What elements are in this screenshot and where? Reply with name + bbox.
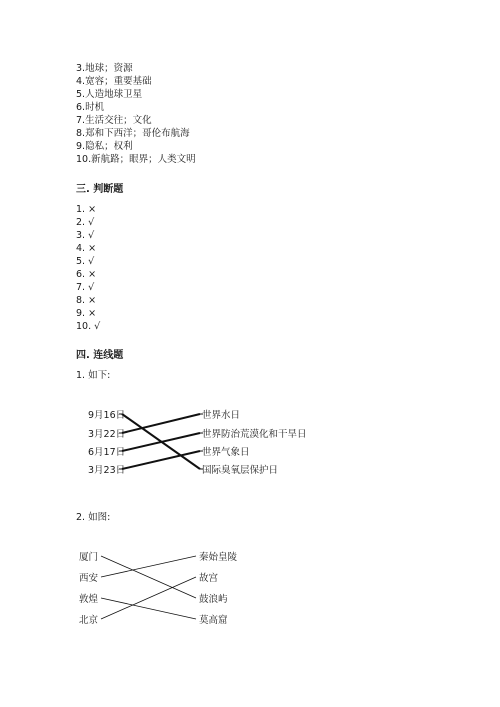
q2-right-label: 故宫: [199, 573, 219, 584]
connector-line: [101, 577, 196, 619]
fill-answer-8: 8.郑和下西洋；哥伦布航海: [76, 128, 190, 139]
judge-heading: 三. 判断题: [76, 184, 124, 195]
judge-answer: 6. ×: [76, 269, 97, 280]
q2-connector-lines: [101, 556, 196, 619]
match-q1-intro: 1. 如下:: [76, 370, 111, 381]
q1-left-label: 3月23日: [88, 465, 126, 476]
fill-answer-5: 5.人造地球卫星: [76, 89, 143, 100]
judge-answer: 4. ×: [76, 243, 97, 254]
q2-left-label: 厦门: [79, 552, 99, 563]
fill-answer-4: 4.宽容；重要基础: [76, 76, 152, 87]
match-q2-intro: 2. 如图:: [76, 512, 111, 523]
fill-answer-3: 3.地球；资源: [76, 63, 133, 74]
connector-line: [101, 598, 196, 619]
q1-left-label: 3月22日: [88, 429, 126, 440]
fill-answer-7: 7.生活交往；文化: [76, 115, 152, 126]
match-heading: 四. 连线题: [76, 350, 124, 361]
q1-right-label: 世界气象日: [202, 447, 250, 458]
q1-right-label: 世界水日: [202, 410, 241, 421]
q2-left-label: 敦煌: [79, 594, 99, 605]
judge-answer: 7. √: [76, 282, 95, 293]
judge-answer: 10. √: [76, 321, 101, 332]
q1-connector-lines: [119, 414, 203, 469]
connector-line: [101, 556, 196, 598]
judge-answer: 5. √: [76, 256, 95, 267]
q2-left-label: 西安: [79, 573, 99, 584]
fill-answer-10: 10.新航路；眼界；人类文明: [76, 154, 196, 165]
judge-answer: 8. ×: [76, 295, 97, 306]
connector-line: [122, 433, 200, 451]
q1-left-label: 6月17日: [88, 447, 126, 458]
fill-answer-9: 9.隐私；权利: [76, 141, 133, 152]
q2-right-label: 秦始皇陵: [199, 552, 238, 563]
q2-right-label: 莫高窟: [199, 615, 228, 626]
judge-answer: 1. ×: [76, 204, 97, 215]
judge-answer: 2. √: [76, 217, 95, 228]
fill-answer-6: 6.时机: [76, 102, 105, 113]
judge-answer: 3. √: [76, 230, 95, 241]
q1-left-label: 9月16日: [88, 410, 126, 421]
q1-right-label: 世界防治荒漠化和干旱日: [202, 429, 307, 440]
connector-line: [101, 556, 196, 577]
q1-right-label: 国际臭氧层保护日: [202, 465, 279, 476]
connector-line: [122, 414, 200, 433]
q2-right-label: 鼓浪屿: [199, 594, 228, 605]
judge-answer: 9. ×: [76, 308, 97, 319]
q2-left-label: 北京: [79, 615, 99, 626]
